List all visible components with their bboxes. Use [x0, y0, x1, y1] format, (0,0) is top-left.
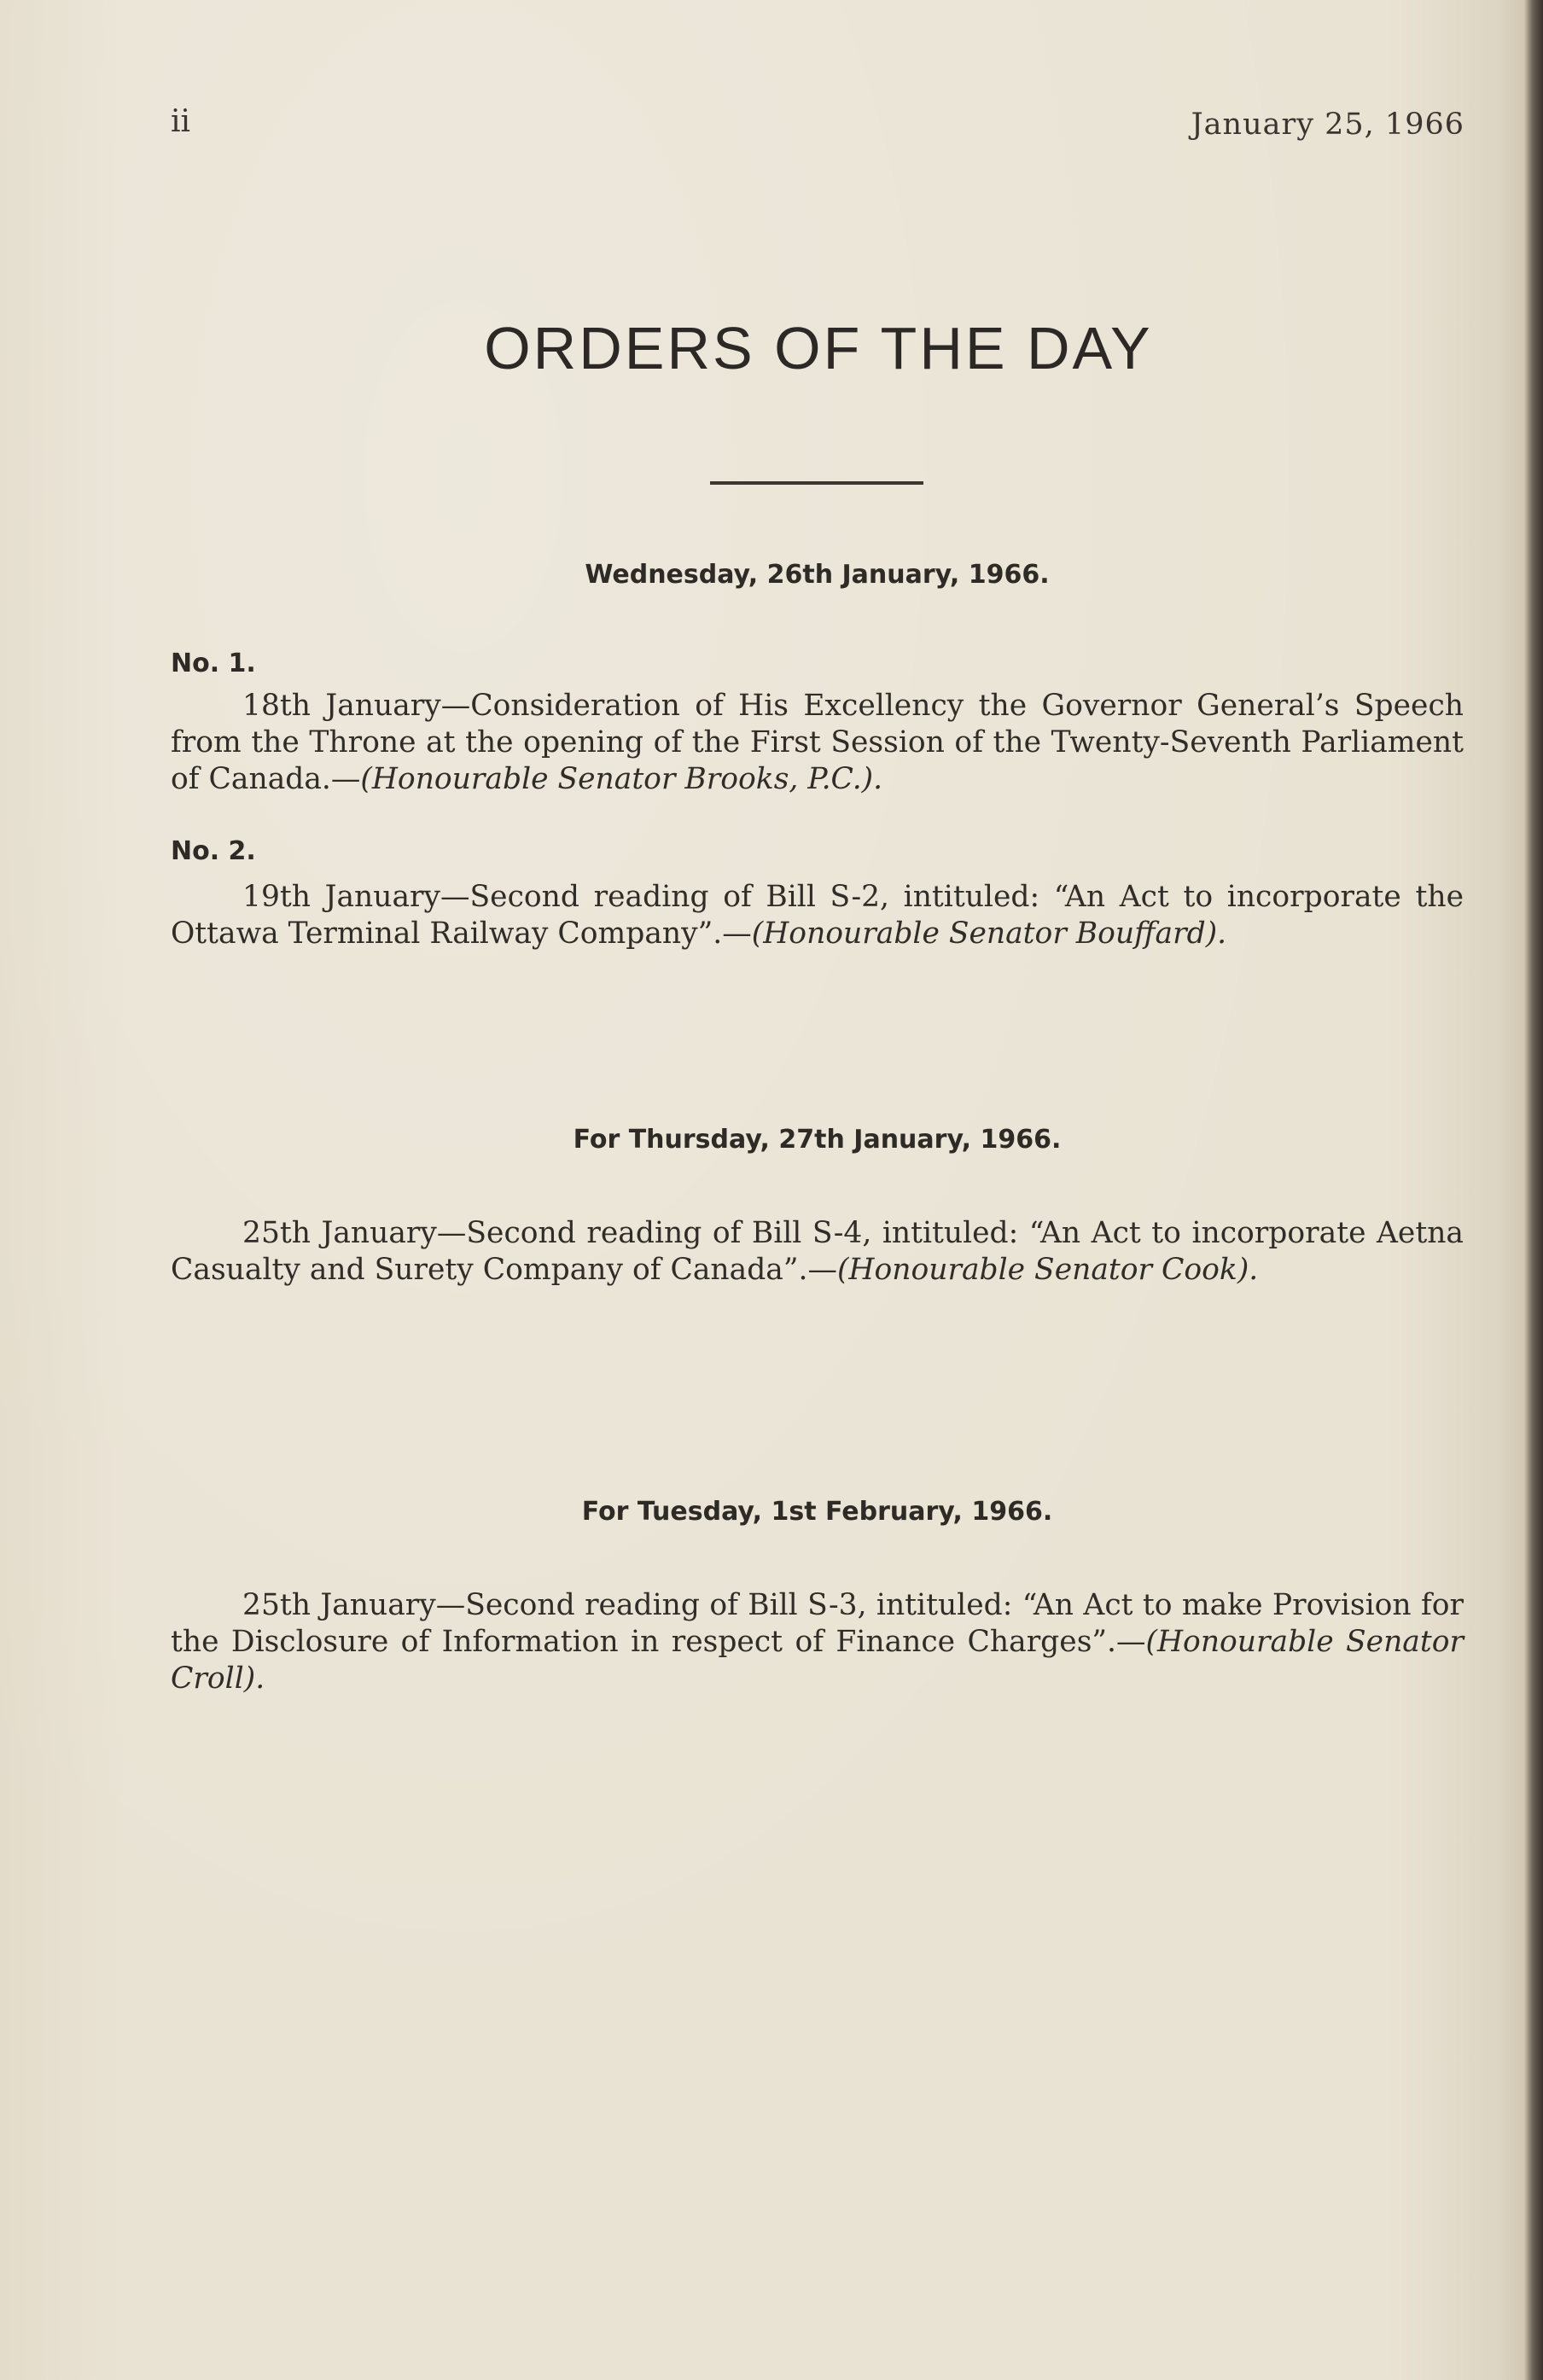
section-heading: Wednesday, 26th January, 1966. [585, 560, 1050, 590]
order-item [171, 688, 1464, 798]
section-heading: For Tuesday, 1st February, 1966. [581, 1497, 1053, 1527]
order-text: 25th January—Second reading of Bill S-4, intituled: “An Act to incorporate Aetna Casualty and Surety Company of Canada”.— [171, 1216, 1464, 1287]
order-reference: (Honourable Senator Cook). [836, 1253, 1259, 1287]
section-heading: For Thursday, 27th January, 1966. [573, 1125, 1062, 1155]
order-reference: (Honourable Senator Bouffard). [751, 917, 1227, 951]
item-number: No. 1. [171, 649, 256, 678]
title-rule [710, 481, 923, 485]
running-header-date: January 25, 1966 [1191, 108, 1464, 142]
page-title: ORDERS OF THE DAY [484, 315, 1153, 381]
order-text: 18th January—Consideration of His Excellency the Governor General’s Speech from the Throne at the opening of the First Session of the Twenty-Seventh Parliament of Canada.— [171, 689, 1464, 796]
order-reference: (Honourable Senator Brooks, P.C.). [360, 762, 883, 796]
order-item [171, 1587, 1464, 1697]
item-number: No. 2. [171, 836, 256, 866]
order-item [171, 1215, 1464, 1289]
page-number: ii [171, 104, 191, 139]
order-text: 19th January—Second reading of Bill S-2, intituled: “An Act to incorporate the Ottawa Terminal Railway Company”.— [171, 880, 1464, 951]
order-text: 25th January—Second reading of Bill S-3, intituled: “An Act to make Provision for the Disclosure of Information in respect of Finance Charges”.— [171, 1588, 1464, 1659]
order-item [171, 879, 1464, 952]
order-reference: (Honourable Senator Croll). [171, 1625, 1464, 1696]
